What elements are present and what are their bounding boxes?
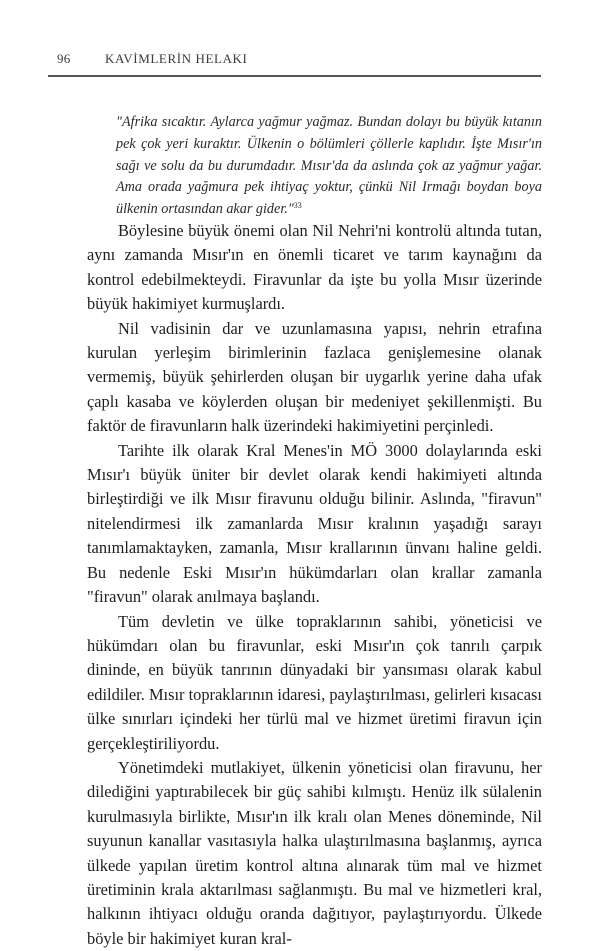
paragraph: Böylesine büyük önemi olan Nil Nehri'ni kontrolü altında tutan, aynı zamanda Mısır'ın en önemli ticaret ve tarım kaynağını da kontrol edebilmekteydi. Firavunlar da işte bu yolla Mısır üzerinde büyük hakimiyet kurmuşlardı. [87,221,542,314]
page-number: 96 [57,51,71,66]
paragraph: Yönetimdeki mutlakiyet, ülkenin yöneticisi olan firavunu, her dilediğini yaptırabilecek bir güç sahibi kılmıştı. Henüz ilk sülalenin kurulmasıyla birlikte, Mısır'ın ilk kralı olan Menes döneminde, Nil suyunun kanallar vasıtasıyla halka ulaştırılmasına başlanmış, ayrıca ülkede yapılan üretim kontrol altına alınarak tüm mal ve hizmet üretiminin krala aktarılması sağlanmıştı. Bu mal ve hizmetleri kral, halkının ihtiyacı olduğu oranda dağıtıyor, paylaştırıyordu. Ülkede böyle bir hakimiyet kuran kral- [87,757,542,948]
running-title: KAVİMLERİN HELAKI [105,51,248,66]
quote-text: "Afrika sıcaktır. Aylarca yağmur yağmaz. Bundan dolayı bu büyük kıtanın pek çok yeri kuraktır. Ülkenin o bölümleri çöllerle kaplıdır. İşte Mısır'ın sağı ve solu da bu durumdadır. Mısır'da da aslında çok az yağmur yağar. Ama orada yağmura pek ihtiyaç yoktur, çünkü Nil Irmağı boydan boya ülkenin ortasından akar gider." [116,114,542,218]
paragraph: Tarihte ilk olarak Kral Menes'in MÖ 3000 dolaylarında eski Mısır'ı büyük üniter bir devlet olarak kendi hakimiyeti altında birleştirdiği ve ilk Mısır firavunu olduğu bilinir. Aslında, "firavun" nitelendirmesi ilk zamanlarda Mısır kralının yaşadığı sarayı tanımlamaktayken, zamanla, Mısır krallarının ünvanı haline geldi. Bu nedenle Eski Mısır'ın hükümdarları olan krallar zamanla "firavun" olarak anılmaya başlandı. [87,440,542,607]
paragraph: Tüm devletin ve ülke topraklarının sahibi, yöneticisi ve hükümdarı olan bu firavunlar, eski Mısır'ın çok tanrılı çarpık dininde, en büyük tanrının dünyadaki bir yansıması olarak kabul edildiler. Mısır topraklarının idaresi, paylaştırılması, gelirleri kısacası ülke sınırları içindeki her türlü mal ve hizmet üretimi firavun için gerçekleştiriliyordu. [87,611,542,753]
header-rule [48,75,541,77]
body-text [87,219,542,951]
footnote-reference: 33 [293,201,302,211]
block-quote [116,112,542,221]
paragraph: Nil vadisinin dar ve uzunlamasına yapısı, nehrin etrafına kurulan yerleşim birimlerinin fazlaca genişlemesine olanak vermemiş, büyük şehirlerden oluşan bir uygarlık yerine daha ufak çaplı kasaba ve köylerden oluşan bir medeniyet şekillenmişti. Bu faktör de firavunların halk üzerindeki hakimiyetini perçinledi. [87,318,542,436]
page-header [0,0,616,80]
